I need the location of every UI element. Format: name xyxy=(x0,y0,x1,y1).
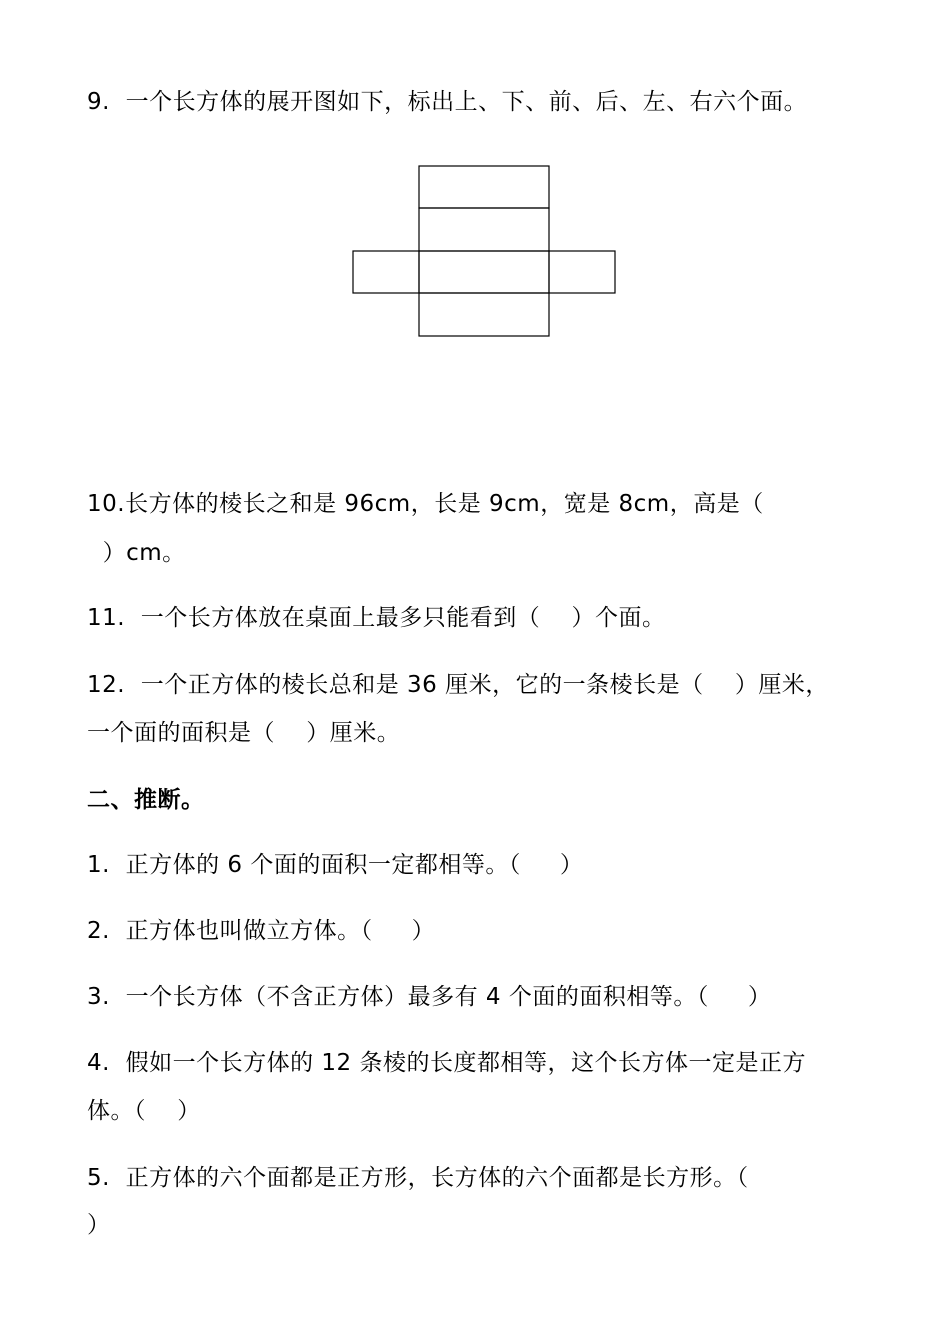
net-face-center xyxy=(419,251,549,293)
net-face-top xyxy=(419,166,549,208)
judgment-item-4-line-1: 4. 假如一个长方体的 12 条棱的长度都相等，这个长方体一定是正方 xyxy=(87,1050,806,1076)
question-11: 11. 一个长方体放在桌面上最多只能看到（ ）个面。 xyxy=(87,605,666,631)
judgment-item-1: 1. 正方体的 6 个面的面积一定都相等。（ ） xyxy=(87,852,584,878)
net-face-bottom xyxy=(419,293,549,336)
judgment-item-3: 3. 一个长方体（不含正方体）最多有 4 个面的面积相等。（ ） xyxy=(87,984,772,1010)
net-face-left xyxy=(353,251,419,293)
question-12-line-2: 一个面的面积是（ ）厘米。 xyxy=(87,720,401,746)
question-10-line-1: 10.长方体的棱长之和是 96cm，长是 9cm，宽是 8cm，高是（ xyxy=(87,491,764,517)
judgment-item-2: 2. 正方体也叫做立方体。（ ） xyxy=(87,918,436,944)
judgment-item-5-line-2: ） xyxy=(87,1212,111,1238)
judgment-item-5-line-1: 5. 正方体的六个面都是正方形，长方体的六个面都是长方形。（ xyxy=(87,1165,749,1191)
question-10-line-2: ）cm。 xyxy=(87,540,186,566)
net-face-right xyxy=(549,251,615,293)
net-face-upper-middle xyxy=(419,208,549,251)
judgment-item-4-line-2: 体。（ ） xyxy=(87,1098,201,1124)
cuboid-net-diagram xyxy=(352,165,618,339)
question-9: 9. 一个长方体的展开图如下，标出上、下、前、后、左、右六个面。 xyxy=(87,89,808,115)
question-12-line-1: 12. 一个正方体的棱长总和是 36 厘米，它的一条棱长是（ ）厘米， xyxy=(87,672,829,698)
section-2-heading: 二、推断。 xyxy=(87,787,205,813)
